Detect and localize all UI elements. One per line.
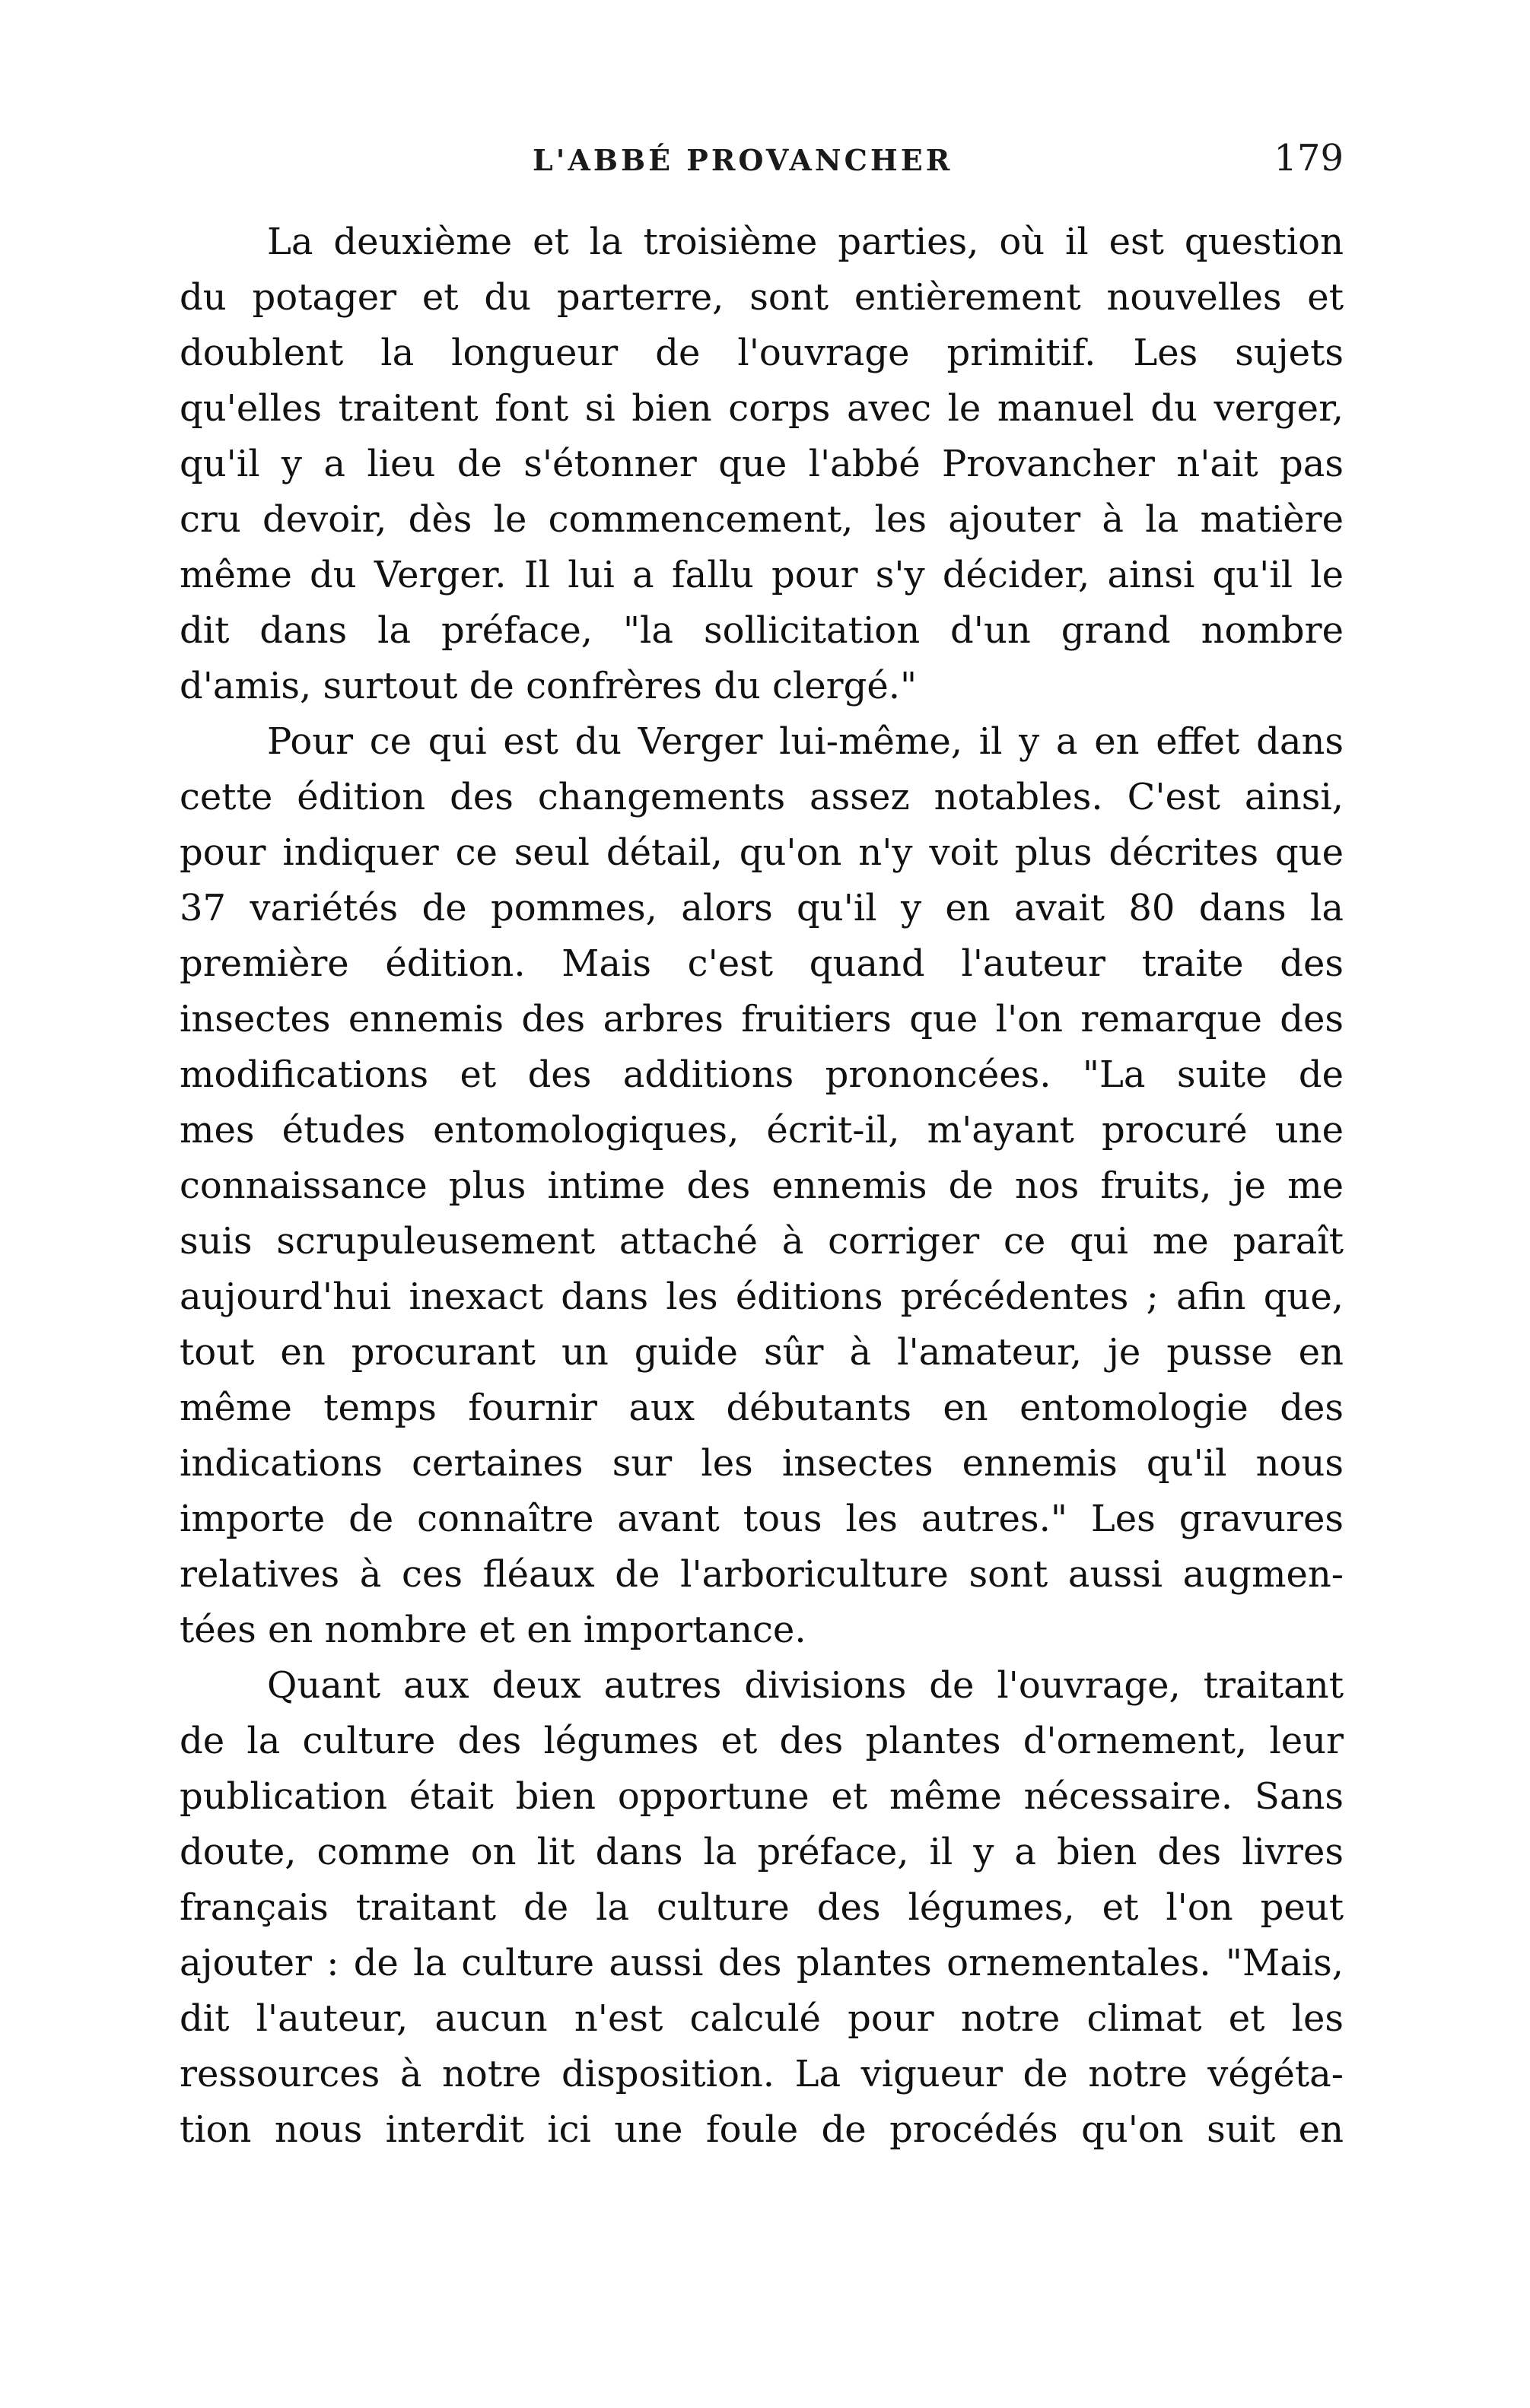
text-line: même du Verger. Il lui a fallu pour s'y décider, ainsi qu'il le <box>180 554 1344 596</box>
text-line: cette édition des changements assez notables. C'est ainsi, <box>180 776 1344 818</box>
running-title: L'ABBÉ PROVANCHER <box>533 143 953 177</box>
text-line: tout en procurant un guide sûr à l'amateur, je pusse en <box>180 1331 1344 1374</box>
text-line: d'amis, surtout de confrères du clergé." <box>180 665 918 707</box>
text-line: qu'il y a lieu de s'étonner que l'abbé Provancher n'ait pas <box>180 443 1344 485</box>
text-line: Pour ce qui est du Verger lui-même, il y a en effet dans <box>267 720 1344 763</box>
text-line: tion nous interdit ici une foule de procédés qu'on suit en <box>180 2108 1344 2151</box>
text-line: qu'elles traitent font si bien corps avec le manuel du verger, <box>180 387 1344 430</box>
text-line: modifications et des additions prononcées. "La suite de <box>180 1053 1344 1096</box>
text-line: tées en nombre et en importance. <box>180 1609 806 1651</box>
text-line: français traitant de la culture des légumes, et l'on peut <box>180 1886 1344 1929</box>
text-line: doute, comme on lit dans la préface, il y a bien des livres <box>180 1831 1344 1873</box>
text-line: première édition. Mais c'est quand l'auteur traite des <box>180 942 1344 985</box>
text-line: suis scrupuleusement attaché à corriger ce qui me paraît <box>180 1220 1344 1263</box>
text-line: 37 variétés de pommes, alors qu'il y en avait 80 dans la <box>180 887 1344 929</box>
text-line: du potager et du parterre, sont entièrement nouvelles et <box>180 276 1344 319</box>
running-header <box>180 137 1344 190</box>
text-line: connaissance plus intime des ennemis de nos fruits, je me <box>180 1164 1344 1207</box>
text-line: importe de connaître avant tous les autres." Les gravures <box>180 1498 1344 1540</box>
text-line: pour indiquer ce seul détail, qu'on n'y voit plus décrites que <box>180 831 1344 874</box>
page-number: 179 <box>1274 137 1344 179</box>
text-line: publication était bien opportune et même nécessaire. Sans <box>180 1775 1344 1818</box>
text-line: indications certaines sur les insectes ennemis qu'il nous <box>180 1442 1344 1485</box>
text-line: même temps fournir aux débutants en entomologie des <box>180 1387 1344 1429</box>
text-line: aujourd'hui inexact dans les éditions précédentes ; afin que, <box>180 1275 1344 1318</box>
paragraph-2 <box>180 714 1344 1658</box>
paragraph-3 <box>180 1658 1344 2158</box>
text-line: insectes ennemis des arbres fruitiers que l'on remarque des <box>180 998 1344 1040</box>
text-line: mes études entomologiques, écrit-il, m'ayant procuré une <box>180 1109 1344 1152</box>
text-line: ressources à notre disposition. La vigueur de notre végéta- <box>180 2053 1344 2095</box>
text-line: cru devoir, dès le commencement, les ajouter à la matière <box>180 498 1344 541</box>
text-line: de la culture des légumes et des plantes d'ornement, leur <box>180 1720 1344 1762</box>
paragraph-1 <box>180 214 1344 714</box>
text-line: La deuxième et la troisième parties, où il est question <box>267 221 1344 263</box>
text-line: ajouter : de la culture aussi des plantes ornementales. "Mais, <box>180 1942 1344 1984</box>
text-line: relatives à ces fléaux de l'arboriculture sont aussi augmen- <box>180 1553 1344 1596</box>
text-line: dit dans la préface, "la sollicitation d'un grand nombre <box>180 609 1344 652</box>
body-text <box>180 214 1344 2158</box>
text-line: dit l'auteur, aucun n'est calculé pour notre climat et les <box>180 1997 1344 2040</box>
text-line: doublent la longueur de l'ouvrage primitif. Les sujets <box>180 332 1344 374</box>
text-line: Quant aux deux autres divisions de l'ouvrage, traitant <box>267 1664 1344 1707</box>
